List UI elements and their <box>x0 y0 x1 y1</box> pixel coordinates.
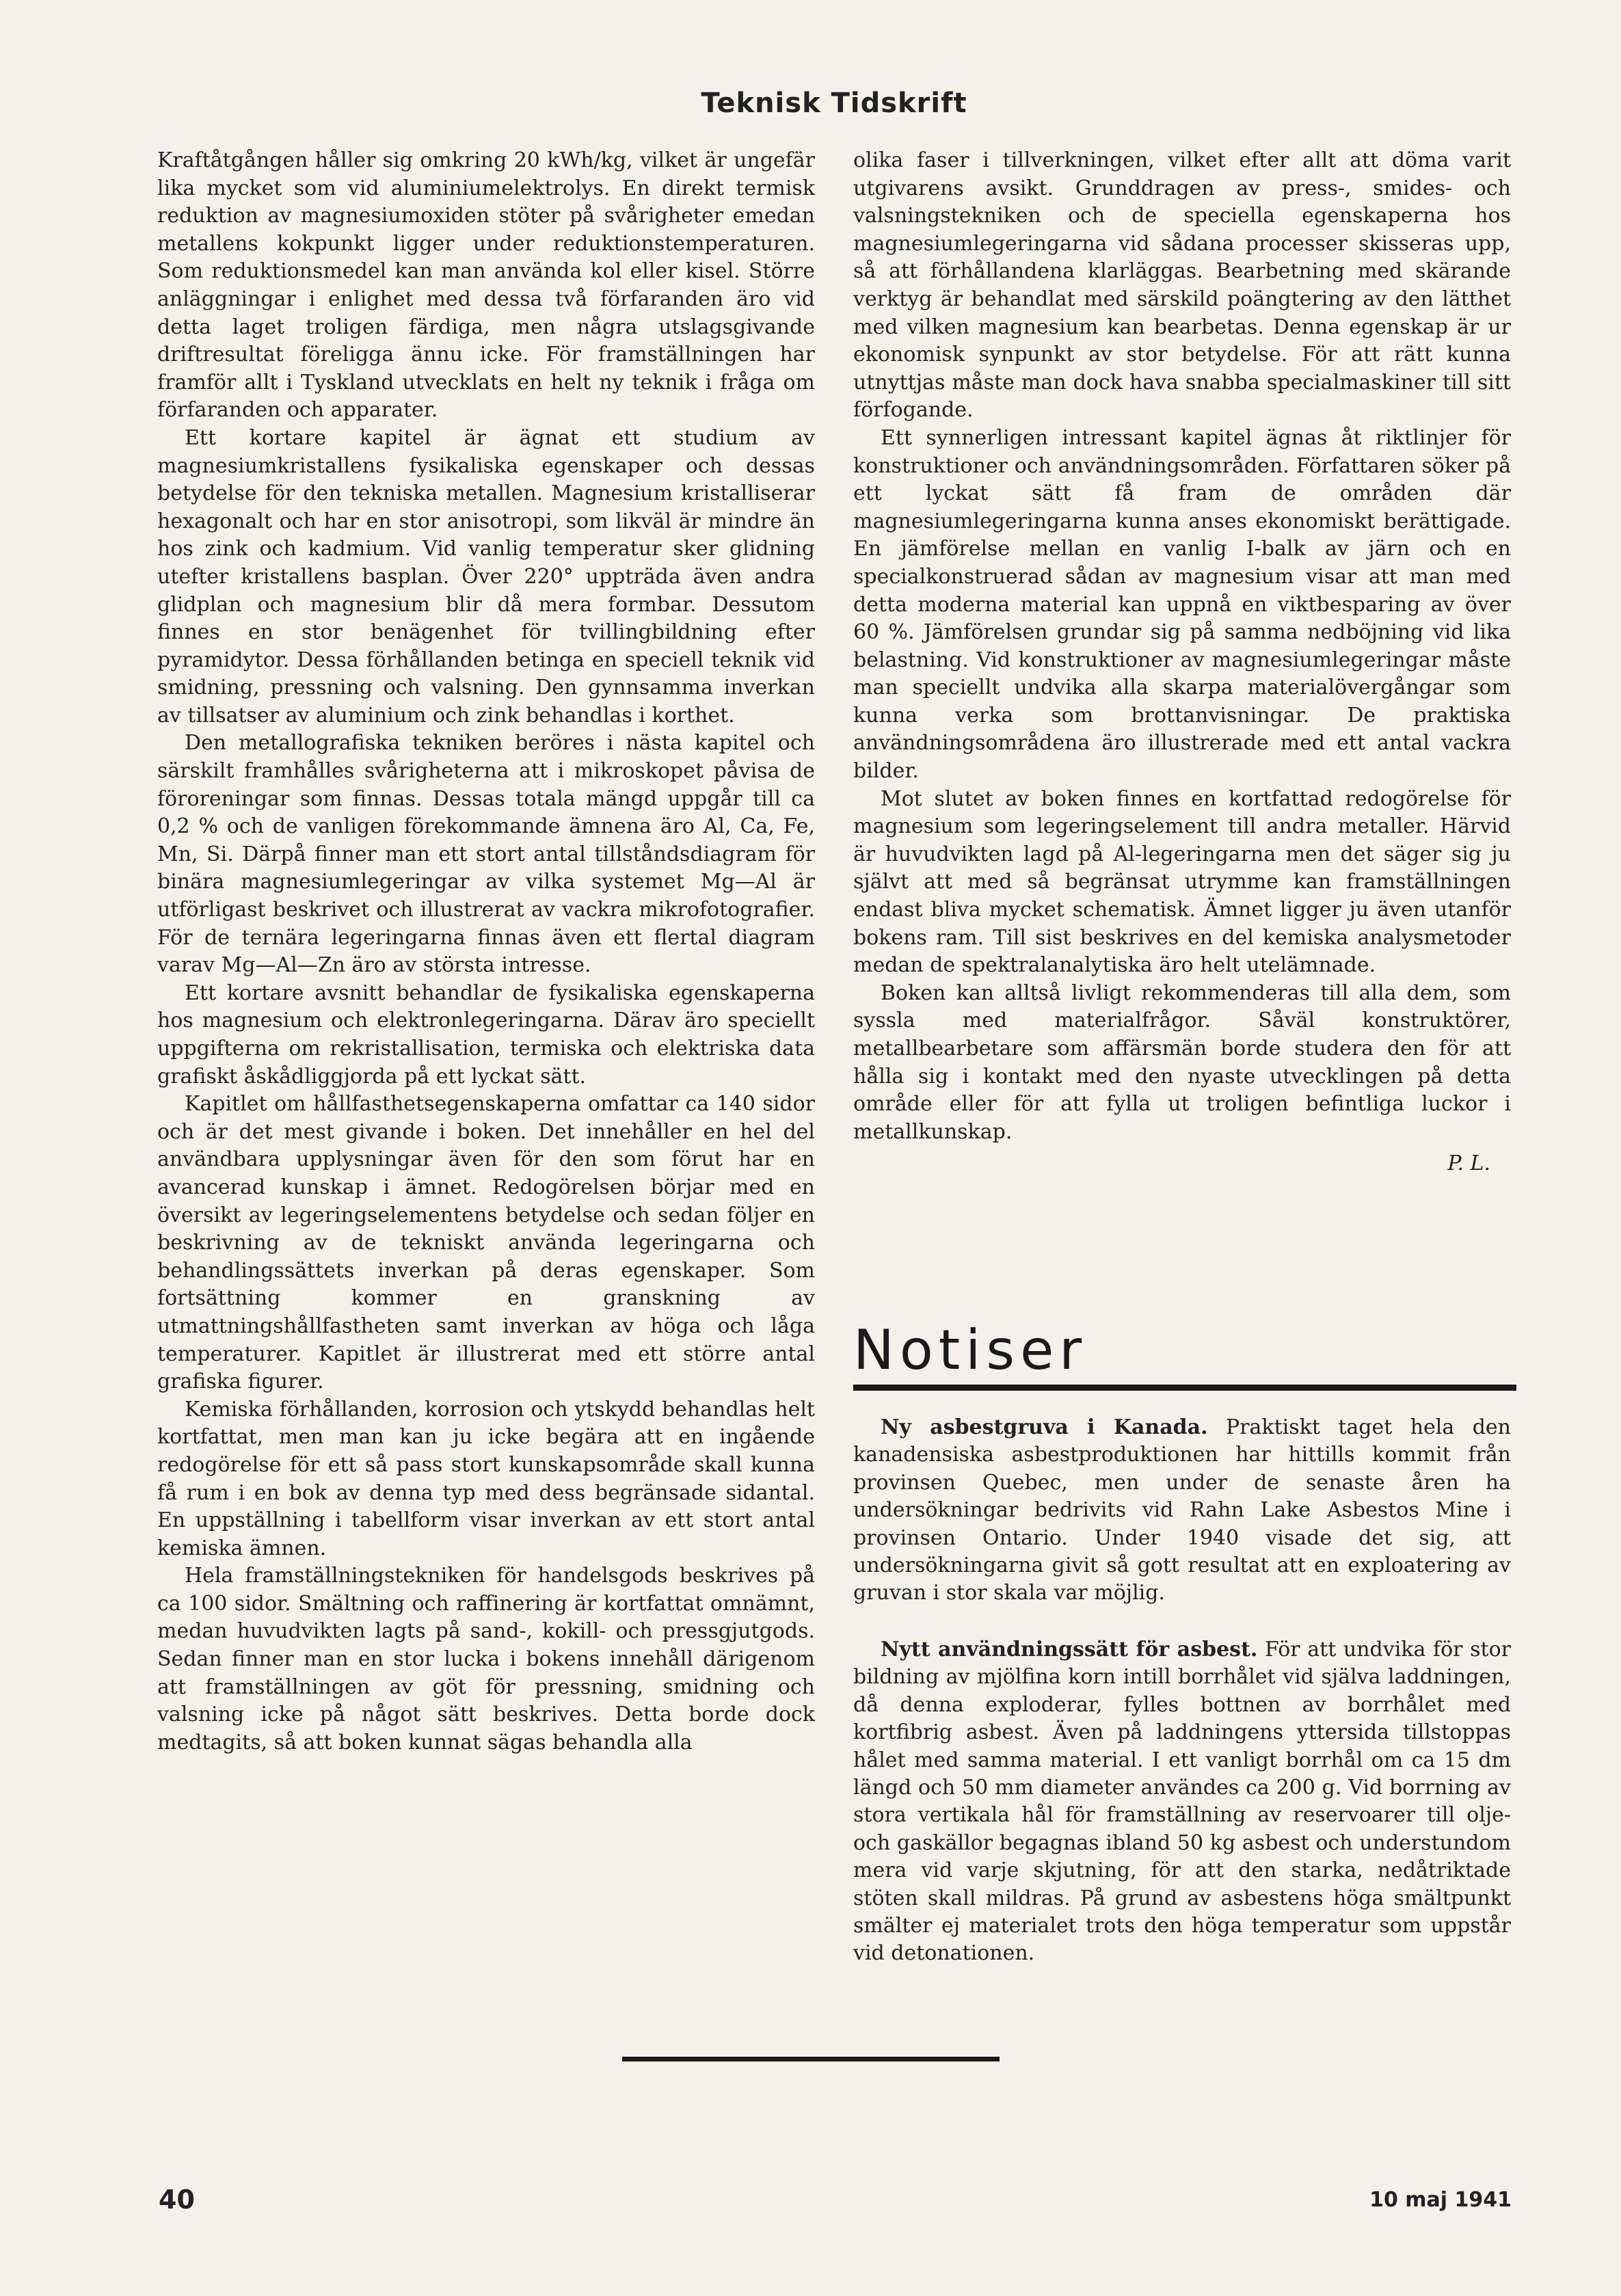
section-title-notiser: Notiser <box>853 1318 1088 1382</box>
issue-date: 10 maj 1941 <box>1369 2188 1512 2212</box>
article-paragraph: Ett kortare avsnitt behandlar de fysikaliska egenskaperna hos magnesium och elektronlegeringarna. Därav äro speciellt uppgifterna om rekristallisation, termiska och elektriska data grafiskt åskådliggjorda på ett lyckat sätt. <box>157 980 815 1089</box>
right-column <box>853 147 1511 1178</box>
notice-body: Praktiskt taget hela den kanadensiska asbestproduktionen har hittills kommit från provinsen Quebec, men under de senaste åren ha undersökningar bedrivits vid Rahn Lake Asbestos Mine i provinsen Ontario. Under 1940 visade det sig, att undersökningarna givit så gott resultat att en exploatering av gruvan i stor skala var möjlig. <box>853 1415 1511 1605</box>
article-paragraph: Hela framställningstekniken för handelsgods beskrives på ca 100 sidor. Smältning och raffinering är kortfattat omnämnt, medan huvudvikten lagts på sand-, kokill- och pressgjutgods. Sedan finner man en stor lucka i bokens innehåll därigenom att framställningen av göt för pressning, smidning och valsning icke på något sätt beskrives. Detta borde dock medtagits, så att boken kunnat sägas behandla alla <box>157 1564 815 1754</box>
page-number: 40 <box>159 2185 195 2215</box>
notice-body: För att undvika för stor bildning av mjölfina korn intill borrhålet vid själva laddningen, då denna exploderar, fylles bottnen av borrhålet med kortfibrig asbest. Även på laddningens yttersida tillstoppas hålet med samma material. I ett vanligt borrhål om ca 15 dm längd och 50 mm diameter användes ca 200 g. Vid borrning av stora vertikala hål för framställning av reservoarer till olje- och gaskällor begagnas ibland 50 kg asbest och understundom mera vid varje skjutning, för att den starka, nedåtriktade stöten skall mildras. På grund av asbestens höga smältpunkt smälter ej materialet trots den höga temperatur som uppstår vid detonationen. <box>853 1638 1511 1966</box>
notice-item <box>853 1414 1511 1607</box>
journal-title: Teknisk Tidskrift <box>701 88 967 119</box>
end-rule <box>622 2057 1000 2061</box>
article-paragraph: Boken kan alltså livligt rekommenderas till alla dem, som syssla med materialfrågor. Såväl konstruktörer, metallbearbetare som affärsmän borde studera den för att hålla sig i kontakt med den nyaste utvecklingen på detta område eller för att fylla ut troligen befintliga luckor i metallkunskap. <box>853 980 1511 1144</box>
left-column <box>157 147 815 1757</box>
article-paragraph: Kraftåtgången håller sig omkring 20 kWh/kg, vilket är ungefär lika mycket som vid aluminiumelektrolys. En direkt termisk reduktion av magnesiumoxiden stöter på svårigheter emedan metallens kokpunkt ligger under reduktionstemperaturen. Som reduktionsmedel kan man använda kol eller kisel. Större anläggningar i enlighet med dessa två förfaranden äro vid detta laget troligen färdiga, men några utslagsgivande driftresultat föreligga ännu icke. För framställningen har framför allt i Tyskland utvecklats en helt ny teknik i fråga om förfaranden och apparater. <box>157 148 815 423</box>
article-paragraph: Ett synnerligen intressant kapitel ägnas åt riktlinjer för konstruktioner och användningsområden. Författaren söker på ett lyckat sätt få fram de områden där magnesiumlegeringarna kunna anses ekonomiskt berättigade. En jämförelse mellan en vanlig I-balk av järn och en specialkonstruerad sådan av magnesium visar att man med detta moderna material kan uppnå en viktbesparing av över 60 %. Jämförelsen grundar sig på samma nedböjning vid lika belastning. Vid konstruktioner av magnesiumlegeringar måste man speciellt undvika alla skarpa materialövergångar som kunna verka som brottanvisningar. De praktiska användningsområdena äro illustrerade med ett antal vackra bilder. <box>853 425 1511 784</box>
notice-title: Ny asbestgruva i Kanada. <box>881 1415 1208 1439</box>
article-paragraph: Den metallografiska tekniken beröres i nästa kapitel och särskilt framhålles svårigheterna att i mikroskopet påvisa de föroreningar som finnas. Dessas totala mängd uppgår till ca 0,2 % och de vanligen förekommande ämnena äro Al, Ca, Fe, Mn, Si. Därpå finner man ett stort antal tillståndsdiagram för binära magnesiumlegeringar av vilka systemet Mg—Al är utförligast beskrivet och illustrerat av vackra mikrofotografier. För de ternära legeringarna finnas även ett flertal diagram varav Mg—Al—Zn äro av största intresse. <box>157 731 815 978</box>
article-paragraph: Kapitlet om hållfasthetsegenskaperna omfattar ca 140 sidor och är det mest givande i boken. Det innehåller en hel del användbara upplysningar även för den som förut har en avancerad kunskap i ämnet. Redogörelsen börjar med en översikt av legeringselementens betydelse och sedan följer en beskrivning av de tekniskt använda legeringarna och behandlingssättets inverkan på deras egenskaper. Som fortsättning kommer en granskning av utmattningshållfastheten samt inverkan av höga och låga temperaturer. Kapitlet är illustrerat med ett större antal grafiska figurer. <box>157 1092 815 1394</box>
article-paragraph: Mot slutet av boken finnes en kortfattad redogörelse för magnesium som legeringselement till andra metaller. Härvid är huvudvikten lagd på Al-legeringarna men det säger sig ju självt att med så begränsat utrymme kan framställningen endast bliva mycket schematisk. Ämnet ligger ju även utanför bokens ram. Till sist beskrives en del kemiska analysmetoder medan de spektralanalytiska äro helt utelämnade. <box>853 786 1511 978</box>
review-signature: P. L. <box>1447 1151 1490 1176</box>
notice-title: Nytt användningssätt för asbest. <box>881 1638 1258 1661</box>
article-paragraph: olika faser i tillverkningen, vilket efter allt att döma varit utgivarens avsikt. Grunddragen av press-, smides- och valsningstekniken och de speciella egenskaperna hos magnesiumlegeringarna vid sådana processer skisseras upp, så att förhållandena klarläggas. Bearbetning med skärande verktyg är behandlat med särskild poängtering av den lätthet med vilken magnesium kan bearbetas. Denna egenskap är ur ekonomisk synpunkt av stor betydelse. För att rätt kunna utnyttjas måste man dock hava snabba specialmaskiner till sitt förfogande. <box>853 148 1511 423</box>
section-divider <box>853 1385 1516 1391</box>
article-paragraph: Kemiska förhållanden, korrosion och ytskydd behandlas helt kortfattat, men man kan ju icke begära att en ingående redogörelse för ett så pass stort kunskapsområde skall kunna få rum i en bok av denna typ med dess begränsade sidantal. En uppställning i tabellform visar inverkan av ett stort antal kemiska ämnen. <box>157 1397 815 1560</box>
article-paragraph: Ett kortare kapitel är ägnat ett studium av magnesiumkristallens fysikaliska egenskaper och dessas betydelse för den tekniska metallen. Magnesium kristalliserar hexagonalt och har en stor anisotropi, som likväl är mindre än hos zink och kadmium. Vid vanlig temperatur sker glidning utefter kristallens basplan. Över 220° uppträda även andra glidplan och magnesium blir då mera formbar. Dessutom finnes en stor benägenhet för tvillingbildning efter pyramidytor. Dessa förhållanden betinga en speciell teknik vid smidning, pressning och valsning. Den gynnsamma inverkan av tillsatser av aluminium och zink behandlas i korthet. <box>157 425 815 727</box>
notice-item <box>853 1636 1511 1968</box>
